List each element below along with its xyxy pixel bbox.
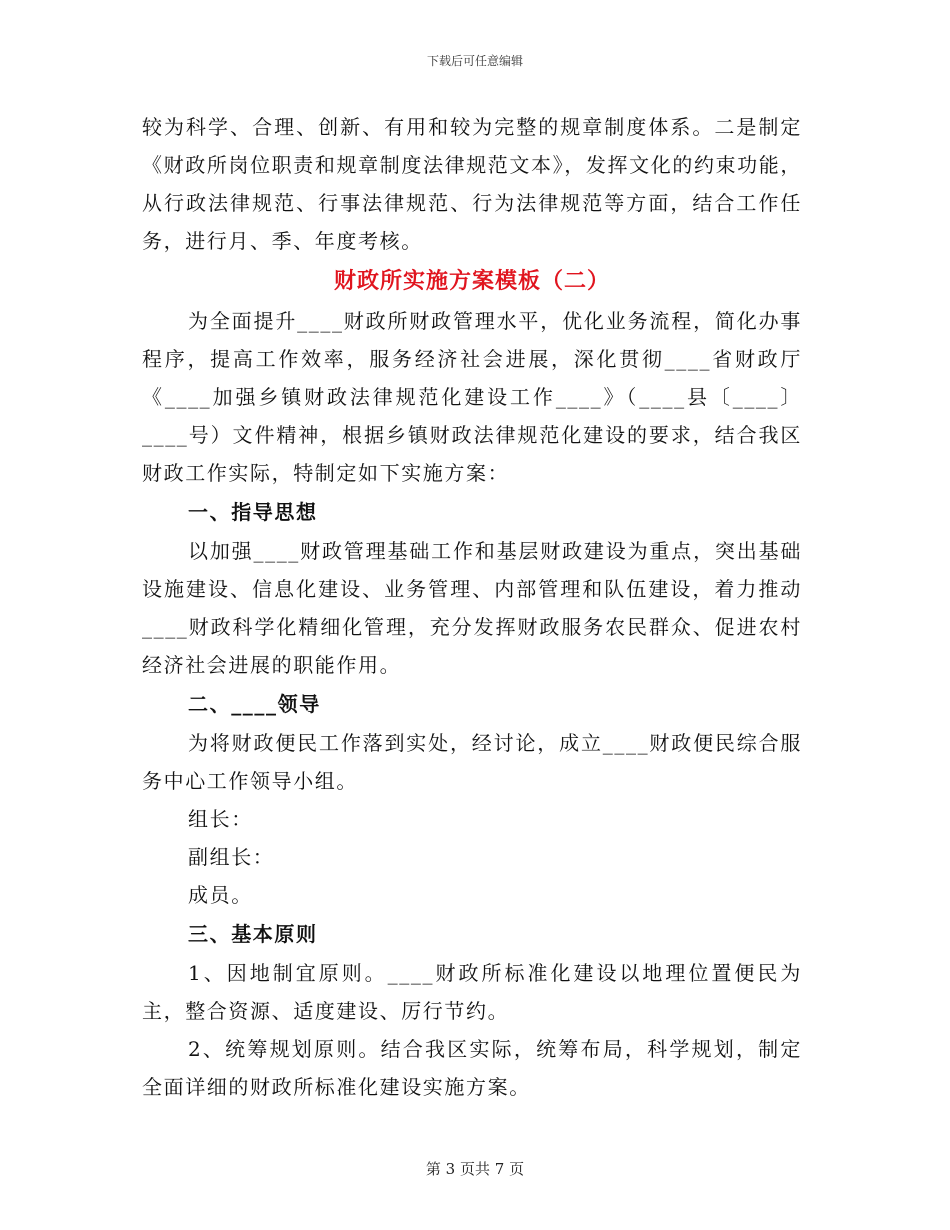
section-heading-guiding-ideology: 一、指导思想 bbox=[188, 500, 318, 524]
document-title: 财政所实施方案模板（二） bbox=[333, 268, 610, 294]
principle-item-1: 1、因地制宜原则。____财政所标准化建设以地理位置便民为主，整合资源、适度建设、厉行节约。 bbox=[142, 961, 802, 1023]
page-footer: 第 3 页共 7 页 bbox=[425, 1160, 525, 1178]
deputy-leader-line: 副组长： bbox=[188, 845, 275, 869]
members-line: 成员。 bbox=[188, 883, 253, 907]
leadership-paragraph: 为将财政便民工作落到实处，经讨论，成立____财政便民综合服务中心工作领导小组。 bbox=[142, 731, 802, 793]
team-leader-line: 组长： bbox=[188, 807, 253, 831]
document-body bbox=[142, 108, 802, 1106]
page-header-note: 下载后可任意编辑 bbox=[426, 54, 523, 68]
section-heading-basic-principles: 三、基本原则 bbox=[188, 922, 318, 946]
continued-paragraph: 较为科学、合理、创新、有用和较为完整的规章制度体系。二是制定《财政所岗位职责和规章制度法律规范文本》，发挥文化的约束功能，从行政法律规范、行事法律规范、行为法律规范等方面，结合工作任务，进行月、季、年度考核。 bbox=[142, 115, 802, 253]
intro-paragraph: 为全面提升____财政所财政管理水平，优化业务流程，简化办事程序，提高工作效率，服务经济社会进展，深化贯彻____省财政厅《____加强乡镇财政法律规范化建设工作____》（____县〔____〕____号）文件精神，根据乡镇财政法律规范化建设的要求，结合我区财政工作实际，特制定如下实施方案： bbox=[142, 309, 802, 485]
principle-item-2: 2、统筹规划原则。结合我区实际，统筹布局，科学规划，制定全面详细的财政所标准化建设实施方案。 bbox=[142, 1037, 802, 1099]
section-heading-leadership: 二、____领导 bbox=[188, 692, 321, 716]
guiding-ideology-paragraph: 以加强____财政管理基础工作和基层财政建设为重点，突出基础设施建设、信息化建设、业务管理、内部管理和队伍建设，着力推动____财政科学化精细化管理，充分发挥财政服务农民群众、促进农村经济社会进展的职能作用。 bbox=[142, 539, 802, 677]
